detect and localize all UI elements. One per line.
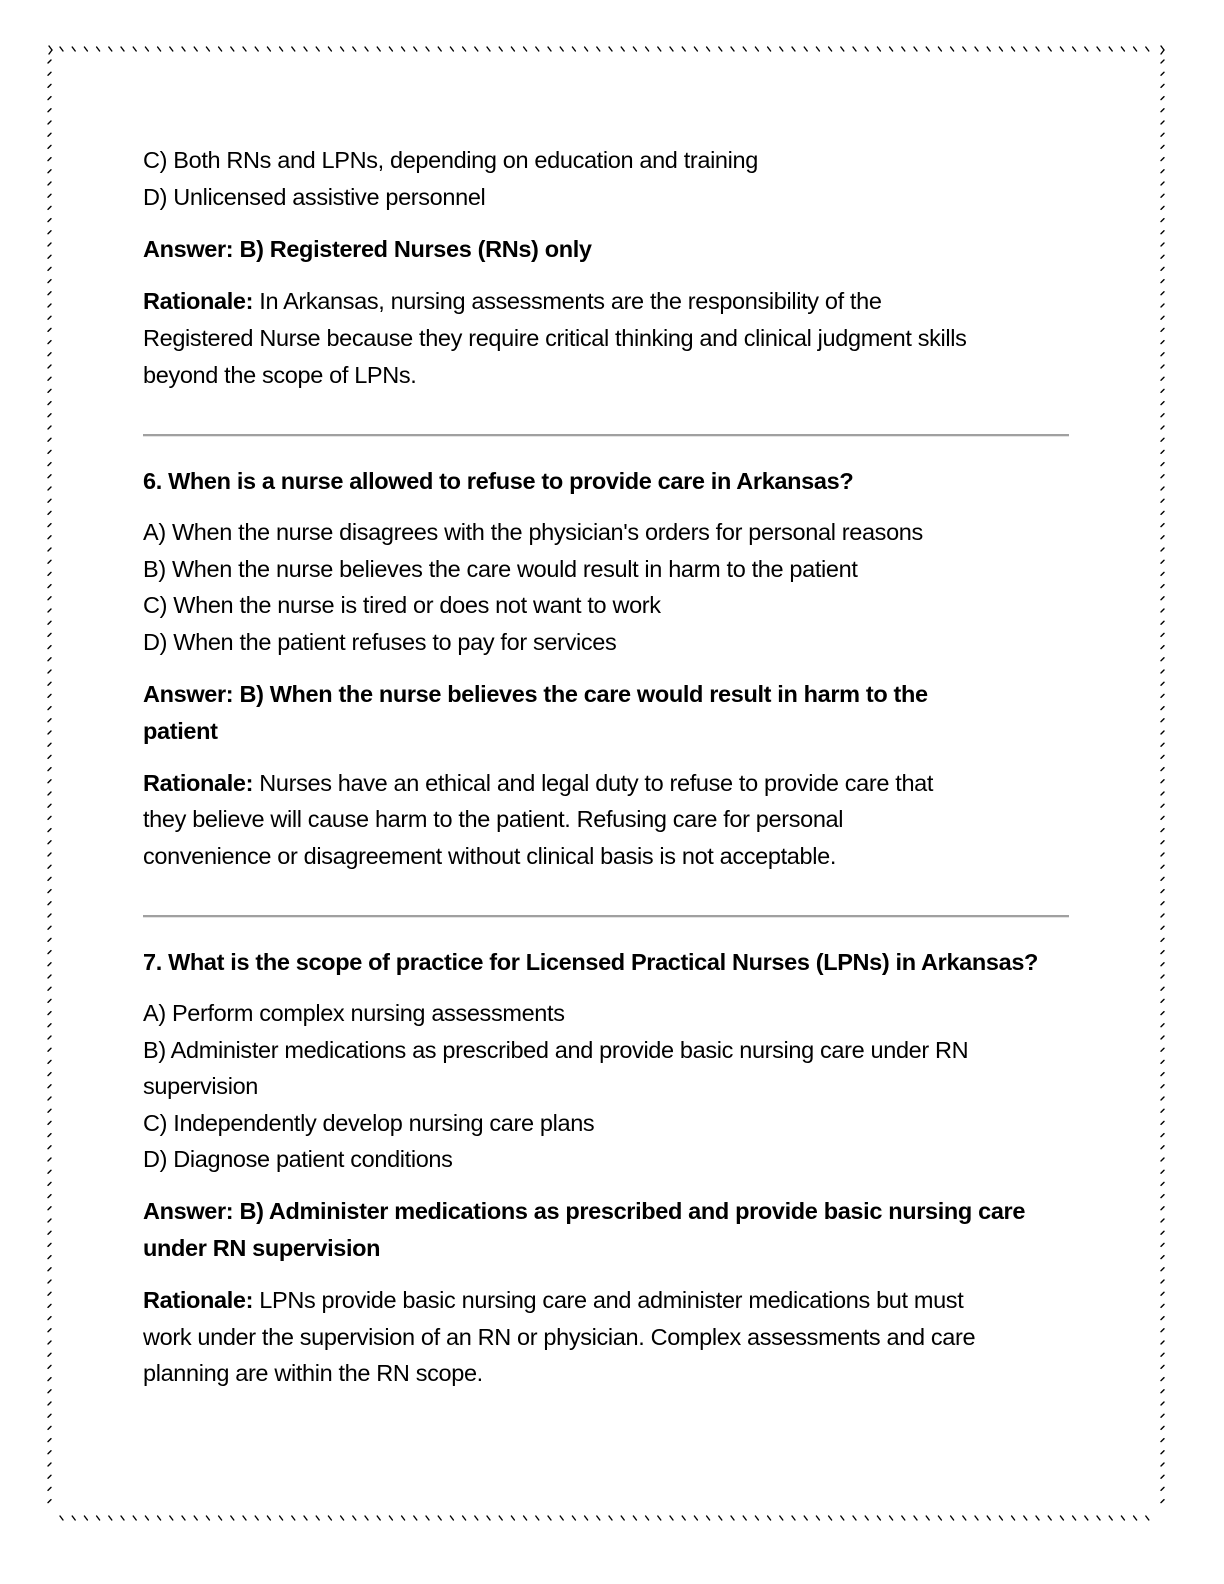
q5-rationale-line-1: Rationale: In Arkansas, nursing assessments are the responsibility of the bbox=[143, 288, 882, 314]
rationale-label: Rationale: bbox=[143, 1287, 254, 1313]
section-divider bbox=[143, 915, 1069, 918]
q7-option-c: C) Independently develop nursing care plans bbox=[143, 1110, 595, 1136]
q5-rationale-line-2: Registered Nurse because they require critical thinking and clinical judgment skills bbox=[143, 325, 967, 351]
q5-answer: Answer: B) Registered Nurses (RNs) only bbox=[143, 236, 592, 262]
q7-answer-line-2: under RN supervision bbox=[143, 1235, 381, 1261]
q7-option-b-line-2: supervision bbox=[143, 1073, 259, 1099]
q7-rationale-line-1: Rationale: LPNs provide basic nursing care and administer medications but must bbox=[143, 1287, 964, 1313]
q7-option-b-line-1: B) Administer medications as prescribed and provide basic nursing care under RN bbox=[143, 1037, 969, 1063]
q5-rationale-line-3: beyond the scope of LPNs. bbox=[143, 362, 417, 388]
q6-answer-line-2: patient bbox=[143, 718, 218, 744]
q6-option-d: D) When the patient refuses to pay for services bbox=[143, 629, 617, 655]
q5-option-d: D) Unlicensed assistive personnel bbox=[143, 184, 486, 210]
q6-option-b: B) When the nurse believes the care would result in harm to the patient bbox=[143, 556, 858, 582]
q6-option-a: A) When the nurse disagrees with the physician's orders for personal reasons bbox=[143, 519, 923, 545]
rationale-label: Rationale: bbox=[143, 770, 254, 796]
q7-rationale-line-3: planning are within the RN scope. bbox=[143, 1360, 483, 1386]
q6-rationale-line-1: Rationale: Nurses have an ethical and legal duty to refuse to provide care that bbox=[143, 770, 934, 796]
rationale-label: Rationale: bbox=[143, 288, 254, 314]
q6-rationale-line-3: convenience or disagreement without clinical basis is not acceptable. bbox=[143, 843, 837, 869]
q6-rationale-line-2: they believe will cause harm to the patient. Refusing care for personal bbox=[143, 806, 844, 832]
q7-option-a: A) Perform complex nursing assessments bbox=[143, 1000, 565, 1026]
q7-rationale-line-2: work under the supervision of an RN or physician. Complex assessments and care bbox=[143, 1324, 976, 1350]
q7-option-d: D) Diagnose patient conditions bbox=[143, 1146, 453, 1172]
q6-option-c: C) When the nurse is tired or does not want to work bbox=[143, 592, 661, 618]
q5-option-c: C) Both RNs and LPNs, depending on education and training bbox=[143, 147, 758, 173]
q7-answer-line-1: Answer: B) Administer medications as prescribed and provide basic nursing care bbox=[143, 1198, 1026, 1224]
q6-question: 6. When is a nurse allowed to refuse to provide care in Arkansas? bbox=[143, 468, 854, 494]
q6-answer-line-1: Answer: B) When the nurse believes the care would result in harm to the bbox=[143, 681, 928, 707]
section-divider bbox=[143, 434, 1069, 437]
q7-question: 7. What is the scope of practice for Licensed Practical Nurses (LPNs) in Arkansas? bbox=[143, 949, 1039, 975]
